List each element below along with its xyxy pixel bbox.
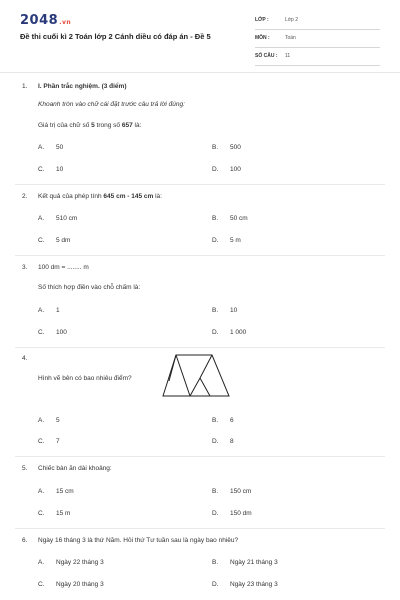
option-b[interactable]: B. 50 cm (212, 215, 248, 222)
option-a[interactable]: A. 50 (38, 144, 64, 151)
question-text: 100 dm = ........ m (38, 264, 89, 271)
meta-row-count (255, 51, 380, 66)
option-c[interactable]: C. 10 (38, 166, 64, 173)
option-b[interactable]: B. 150 cm (212, 488, 252, 495)
question-number: 3. (22, 264, 28, 271)
option-b[interactable]: B. 10 (212, 307, 238, 314)
option-a[interactable]: A. 5 (38, 417, 60, 424)
option-d[interactable]: D. 1 000 (212, 329, 247, 336)
meta-value: Lớp 2 (285, 17, 299, 23)
figure-line (200, 355, 212, 378)
meta-table (255, 15, 380, 69)
option-c[interactable]: C. 5 dm (38, 237, 71, 244)
meta-key: LỚP : (255, 17, 269, 23)
option-c[interactable]: C. 15 m (38, 510, 71, 517)
document-title: Đề thi cuối kì 2 Toán lớp 2 Cánh diều có đáp án - Đề 5 (20, 32, 211, 41)
option-c[interactable]: C. Ngày 20 tháng 3 (38, 581, 104, 588)
option-d[interactable]: D. 8 (212, 438, 234, 445)
option-a[interactable]: A. 1 (38, 307, 60, 314)
figure-line (169, 355, 176, 381)
question-number: 1. (22, 83, 28, 90)
meta-row-subject (255, 33, 380, 48)
option-d[interactable]: D. Ngày 23 tháng 3 (212, 581, 278, 588)
option-a[interactable]: A. 510 cm (38, 215, 78, 222)
option-b[interactable]: B. Ngày 21 tháng 3 (212, 559, 278, 566)
geometry-figure (162, 352, 232, 402)
instruction: Khoanh tròn vào chữ cái đặt trước câu trả lời đúng: (38, 101, 185, 108)
option-b[interactable]: B. 6 (212, 417, 234, 424)
option-c[interactable]: C. 100 (38, 329, 67, 336)
option-a[interactable]: A. 15 cm (38, 488, 74, 495)
question-text: Chiếc bàn ăn dài khoảng: (38, 465, 112, 472)
logo-text: 2048 (20, 13, 59, 28)
meta-row-grade (255, 15, 380, 30)
figure-line (190, 378, 200, 396)
logo-suffix: .vn (59, 19, 72, 26)
question-number: 6. (22, 537, 28, 544)
option-c[interactable]: C. 7 (38, 438, 60, 445)
trapezoid-outline (163, 355, 229, 396)
question-divider (15, 347, 385, 348)
meta-key: SỐ CÂU : (255, 53, 278, 59)
page-header (0, 0, 400, 70)
question-divider (15, 255, 385, 256)
question-prompt: Hình vẽ bên có bao nhiêu điểm? (38, 375, 132, 382)
question-number: 5. (22, 465, 28, 472)
question-prompt: Số thích hợp điền vào chỗ chấm là: (38, 284, 141, 291)
figure-line (200, 378, 210, 396)
question-text: Ngày 16 tháng 3 là thứ Năm. Hỏi thứ Tư tuần sau là ngày bao nhiêu? (38, 537, 239, 544)
question-divider (15, 184, 385, 185)
figure-line (176, 355, 190, 396)
question-divider (15, 528, 385, 529)
section-heading: I. Phần trắc nghiệm. (3 điểm) (38, 83, 127, 90)
question-prompt: Giá trị của chữ số 5 trong số 657 là: (38, 122, 142, 129)
question-number: 2. (22, 193, 28, 200)
meta-key: MÔN : (255, 35, 270, 41)
option-a[interactable]: A. Ngày 22 tháng 3 (38, 559, 104, 566)
option-d[interactable]: D. 5 m (212, 237, 241, 244)
meta-value: Toán (285, 35, 296, 41)
option-d[interactable]: D. 100 (212, 166, 241, 173)
question-divider (15, 456, 385, 457)
site-logo[interactable] (20, 13, 71, 28)
question-number: 4. (22, 355, 28, 362)
option-b[interactable]: B. 500 (212, 144, 241, 151)
question-text: Kết quả của phép tính 645 cm - 145 cm là: (38, 193, 162, 200)
option-d[interactable]: D. 150 dm (212, 510, 252, 517)
meta-value: 11 (285, 53, 291, 59)
header-divider (0, 72, 400, 73)
